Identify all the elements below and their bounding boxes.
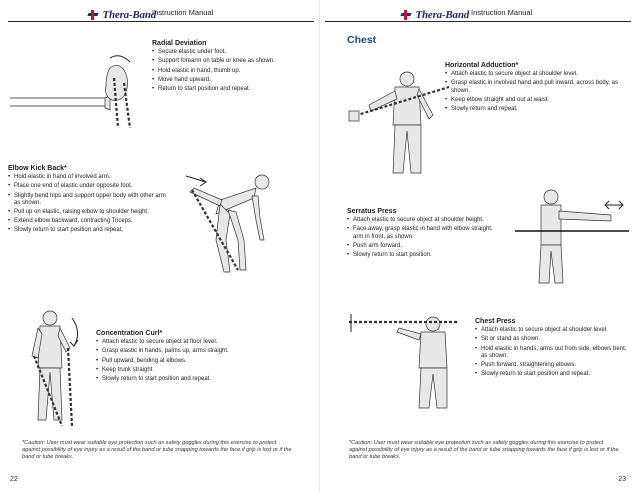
step: • Pull upward, bending at elbows. [96, 358, 276, 365]
exercise-title: Horizontal Adduction* [445, 62, 519, 69]
step: • Place one end of elastic under opposite foot. [8, 183, 170, 190]
concentration-curl-illustration [22, 308, 92, 428]
step: • Slowly return to start position. [347, 252, 497, 259]
page-header [319, 6, 638, 22]
step: • Hold elastic in hand of involved arm. [8, 174, 170, 181]
exercise-serratus-press [347, 208, 497, 261]
step: • Grasp elastic in involved hand and pull inward, across body, as shown. [445, 80, 631, 94]
step: • Attach elastic to secure object at shoulder height. [347, 217, 497, 224]
step: • Sit or stand as shown. [475, 336, 631, 343]
exercise-concentration-curl [96, 330, 276, 385]
exercise-title: Chest Press [475, 318, 516, 325]
horizontal-adduction-illustration [349, 65, 459, 175]
exercise-title: Serratus Press [347, 208, 397, 215]
thera-band-logo-icon [401, 10, 411, 20]
header-title: Instruction Manual [152, 8, 214, 17]
exercise-title: Concentration Curl* [96, 330, 163, 337]
step: • Attach elastic to secure object at shoulder level. [475, 327, 631, 334]
exercise-title: Radial Deviation [152, 40, 207, 47]
header-rule [8, 21, 314, 22]
step: • Slightly bend hips and support upper body with other arm as shown. [8, 193, 170, 207]
step: • Slowly return and repeat. [445, 106, 631, 113]
page-header [0, 6, 319, 22]
step: • Grasp elastic in hands, palms up, arms straight. [96, 348, 276, 355]
thera-band-logo: Thera-Band [401, 6, 469, 20]
step: • Push forward, straightening elbows. [475, 362, 631, 369]
thera-band-logo-icon [88, 10, 98, 20]
exercise-radial-deviation [152, 40, 312, 95]
section-title: Chest [347, 34, 377, 46]
step: • Keep elbow straight and out at waist. [445, 97, 631, 104]
chest-press-illustration [349, 310, 469, 410]
step: • Slowly return to start position and repeat. [96, 376, 276, 383]
step: • Hold elastic in hand, thumb up. [152, 68, 312, 75]
step: • Push arm forward. [347, 243, 497, 250]
serratus-press-illustration [515, 185, 630, 285]
step: • Keep trunk straight [96, 367, 276, 374]
step: • Attach elastic to secure object at floor level. [96, 339, 276, 346]
step: • Move hand upward. [152, 77, 312, 84]
step: • Attach elastic to secure object at shoulder level. [445, 71, 631, 78]
step: • Pull up on elastic, raising elbow to shoulder height. [8, 209, 170, 216]
thera-band-logo: Thera-Band [88, 6, 156, 20]
exercise-title: Elbow Kick Back* [8, 165, 67, 172]
radial-deviation-illustration [10, 38, 150, 128]
caution-note: *Caution: User must wear suitable eye protection such as safety goggles during this exercise to protect against possibility of eye injury as a result of the band or tube snapping towards the face if grip is lost or if the band or tube breaks. [349, 440, 619, 460]
step: • Secure elastic under foot. [152, 49, 312, 56]
exercise-horizontal-adduction [445, 62, 631, 115]
step: • Support forearm on table or knee as shown. [152, 58, 312, 65]
page-number: 23 [618, 476, 626, 483]
exercise-elbow-kick-back [8, 165, 170, 237]
exercise-chest-press [475, 318, 631, 380]
step: • Face away, grasp elastic in hand with elbow straight, arm in front, as shown. [347, 226, 497, 240]
step: • Extend elbow backward, contracting Triceps. [8, 218, 170, 225]
step: • Hold elastic in hands, arms out from side, elbows bent, as shown. [475, 346, 631, 360]
header-title: Instruction Manual [471, 8, 533, 17]
right-page [319, 0, 638, 493]
header-rule [325, 21, 631, 22]
step: • Return to start position and repeat. [152, 86, 312, 93]
step: • Slowly return to start position and repeat. [8, 227, 170, 234]
caution-note: *Caution: User must wear suitable eye protection such as safety goggles during this exercise to protect against possibility of eye injury as a result of the band or tube snapping towards the face if grip is lost or if the band or tube breaks. [22, 440, 292, 460]
step: • Slowly return to start position and repeat. [475, 371, 631, 378]
elbow-kick-back-illustration [180, 170, 290, 280]
page-number: 22 [10, 476, 18, 483]
